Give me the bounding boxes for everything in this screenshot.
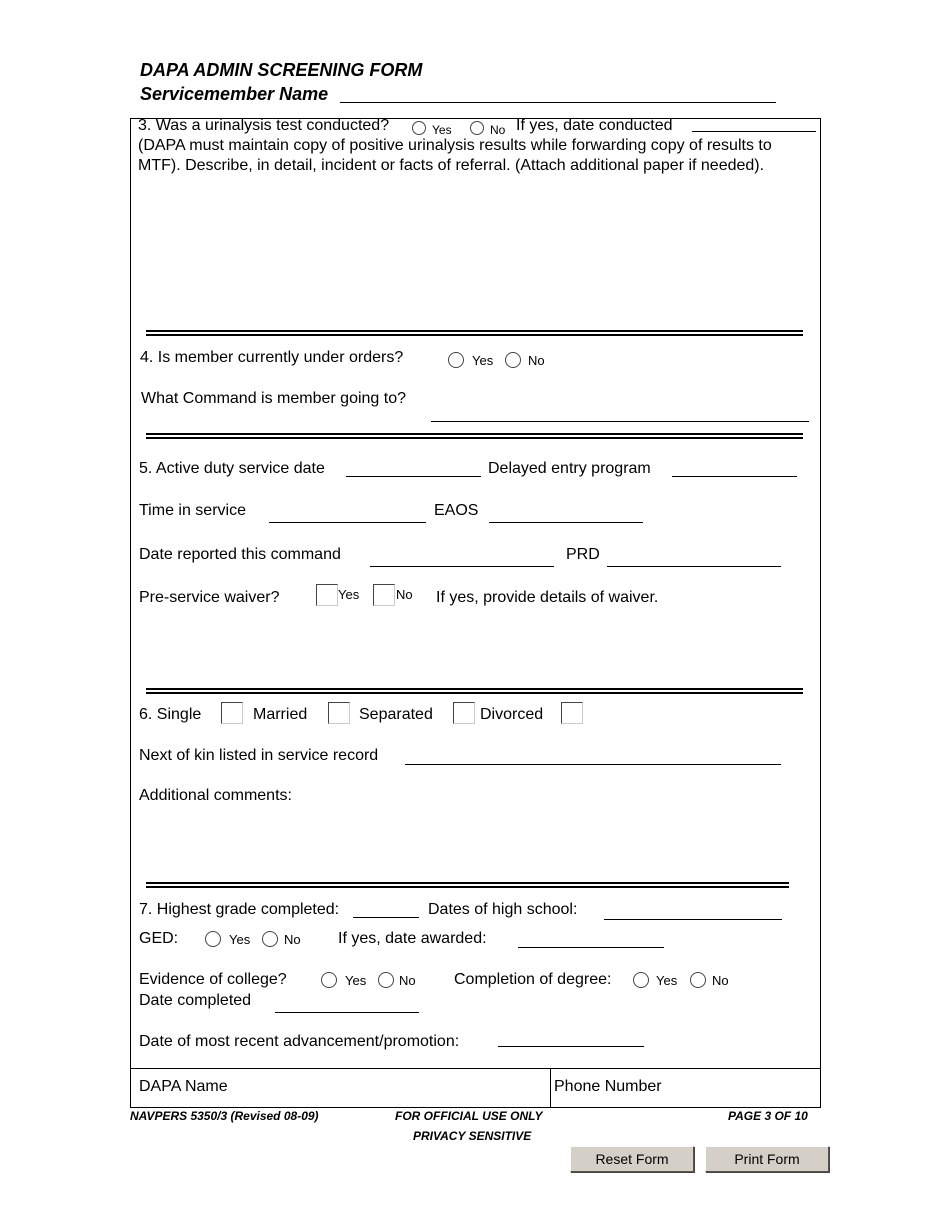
- q4-command-label: What Command is member going to?: [141, 390, 406, 407]
- dapa-name-field[interactable]: [240, 1072, 545, 1104]
- q7-advancement-label: Date of most recent advancement/promotion:: [139, 1033, 460, 1050]
- q6-single-label: 6. Single: [139, 706, 202, 723]
- q7-date-completed-field[interactable]: [275, 996, 419, 1013]
- q5-waiver-no-label: No: [396, 587, 413, 602]
- q3-no-radio[interactable]: [470, 121, 484, 135]
- official-use-label: FOR OFFICIAL USE ONLY: [395, 1109, 543, 1123]
- q4-question: 4. Is member currently under orders?: [140, 349, 404, 366]
- q6-married-checkbox[interactable]: [328, 702, 350, 724]
- q6-single-checkbox[interactable]: [221, 702, 243, 724]
- q5-waiver-details-label: If yes, provide details of waiver.: [436, 589, 659, 606]
- q7-ged-no-label: No: [284, 932, 301, 947]
- q4-yes-radio[interactable]: [448, 352, 464, 368]
- q7-highest-grade-label: 7. Highest grade completed:: [139, 901, 340, 918]
- q3-description-field[interactable]: [136, 180, 816, 325]
- signature-divider-middle: [550, 1068, 551, 1108]
- q5-date-reported-field[interactable]: [370, 550, 554, 567]
- q3-yes-radio[interactable]: [412, 121, 426, 135]
- q5-active-duty-field[interactable]: [346, 460, 481, 477]
- q7-ged-label: GED:: [139, 930, 179, 947]
- page-number: PAGE 3 OF 10: [728, 1109, 808, 1123]
- q7-college-label: Evidence of college?: [139, 971, 287, 988]
- section-divider: [146, 330, 803, 336]
- section-divider: [146, 688, 803, 694]
- q4-yes-label: Yes: [472, 353, 494, 368]
- signature-divider-top: [130, 1068, 821, 1069]
- q6-divorced-checkbox[interactable]: [561, 702, 583, 724]
- q5-delayed-entry-field[interactable]: [672, 460, 797, 477]
- form-number: NAVPERS 5350/3 (Revised 08-09): [130, 1109, 319, 1123]
- servicemember-name-label: Servicemember Name: [140, 84, 329, 104]
- q7-degree-yes-radio[interactable]: [633, 972, 649, 988]
- q7-degree-label: Completion of degree:: [454, 971, 612, 988]
- q5-time-in-service-field[interactable]: [269, 506, 426, 523]
- q3-question: 3. Was a urinalysis test conducted?: [138, 117, 390, 134]
- form-border-left: [130, 118, 131, 1108]
- q4-no-radio[interactable]: [505, 352, 521, 368]
- q7-high-school-dates-label: Dates of high school:: [428, 901, 578, 918]
- q7-college-no-label: No: [399, 973, 416, 988]
- q3-date-field[interactable]: [692, 118, 816, 132]
- q6-separated-label: Separated: [359, 706, 433, 723]
- q7-college-no-radio[interactable]: [378, 972, 394, 988]
- q6-comments-label: Additional comments:: [139, 787, 292, 804]
- print-form-button[interactable]: Print Form: [705, 1146, 829, 1172]
- q7-date-completed-label: Date completed: [139, 992, 252, 1009]
- form-title: DAPA ADMIN SCREENING FORM: [140, 60, 423, 80]
- q7-ged-no-radio[interactable]: [262, 931, 278, 947]
- q7-ged-date-field[interactable]: [518, 931, 664, 948]
- q6-married-label: Married: [253, 706, 308, 723]
- section-divider: [146, 433, 803, 439]
- q5-delayed-entry-label: Delayed entry program: [488, 460, 651, 477]
- q6-separated-checkbox[interactable]: [453, 702, 475, 724]
- q7-degree-no-radio[interactable]: [690, 972, 706, 988]
- q5-waiver-no-checkbox[interactable]: [373, 584, 395, 606]
- q3-yes-label: Yes: [432, 123, 452, 137]
- q5-active-duty-label: 5. Active duty service date: [139, 460, 325, 477]
- q3-date-label: If yes, date conducted: [516, 117, 673, 134]
- q5-waiver-label: Pre-service waiver?: [139, 589, 280, 606]
- form-border-right: [820, 118, 821, 1108]
- phone-number-field[interactable]: [675, 1072, 815, 1104]
- q7-advancement-field[interactable]: [498, 1030, 644, 1047]
- phone-number-label: Phone Number: [554, 1078, 662, 1095]
- q5-waiver-details-field[interactable]: [136, 612, 816, 684]
- q3-note-line2: MTF). Describe, in detail, incident or facts of referral. (Attach additional paper if needed).: [138, 157, 765, 174]
- q7-degree-no-label: No: [712, 973, 729, 988]
- q4-no-label: No: [528, 353, 545, 368]
- q5-date-reported-label: Date reported this command: [139, 546, 341, 563]
- q7-ged-yes-radio[interactable]: [205, 931, 221, 947]
- q7-college-yes-label: Yes: [345, 973, 367, 988]
- q7-ged-yes-label: Yes: [229, 932, 251, 947]
- q6-next-of-kin-field[interactable]: [405, 748, 781, 765]
- servicemember-name-field[interactable]: [340, 88, 776, 103]
- q4-command-field[interactable]: [431, 405, 809, 422]
- q6-divorced-label: Divorced: [480, 706, 544, 723]
- section-divider: [146, 882, 789, 888]
- form-border-bottom: [130, 1107, 821, 1108]
- q7-highest-grade-field[interactable]: [353, 901, 419, 918]
- q5-time-in-service-label: Time in service: [139, 502, 246, 519]
- privacy-label: PRIVACY SENSITIVE: [413, 1129, 532, 1143]
- q5-prd-label: PRD: [566, 546, 600, 563]
- q5-eaos-label: EAOS: [434, 502, 479, 519]
- q7-college-yes-radio[interactable]: [321, 972, 337, 988]
- q7-ged-date-label: If yes, date awarded:: [338, 930, 487, 947]
- q3-no-label: No: [490, 123, 506, 137]
- reset-form-button[interactable]: Reset Form: [570, 1146, 694, 1172]
- dapa-name-label: DAPA Name: [139, 1078, 228, 1095]
- q7-high-school-dates-field[interactable]: [604, 903, 782, 920]
- q5-eaos-field[interactable]: [489, 506, 643, 523]
- q5-waiver-yes-checkbox[interactable]: [316, 584, 338, 606]
- q6-next-of-kin-label: Next of kin listed in service record: [139, 747, 379, 764]
- q5-waiver-yes-label: Yes: [338, 587, 360, 602]
- q3-note-line1: (DAPA must maintain copy of positive urinalysis results while forwarding copy of results to: [138, 137, 772, 154]
- q7-degree-yes-label: Yes: [656, 973, 678, 988]
- q6-comments-field[interactable]: [136, 808, 816, 878]
- q5-prd-field[interactable]: [607, 550, 781, 567]
